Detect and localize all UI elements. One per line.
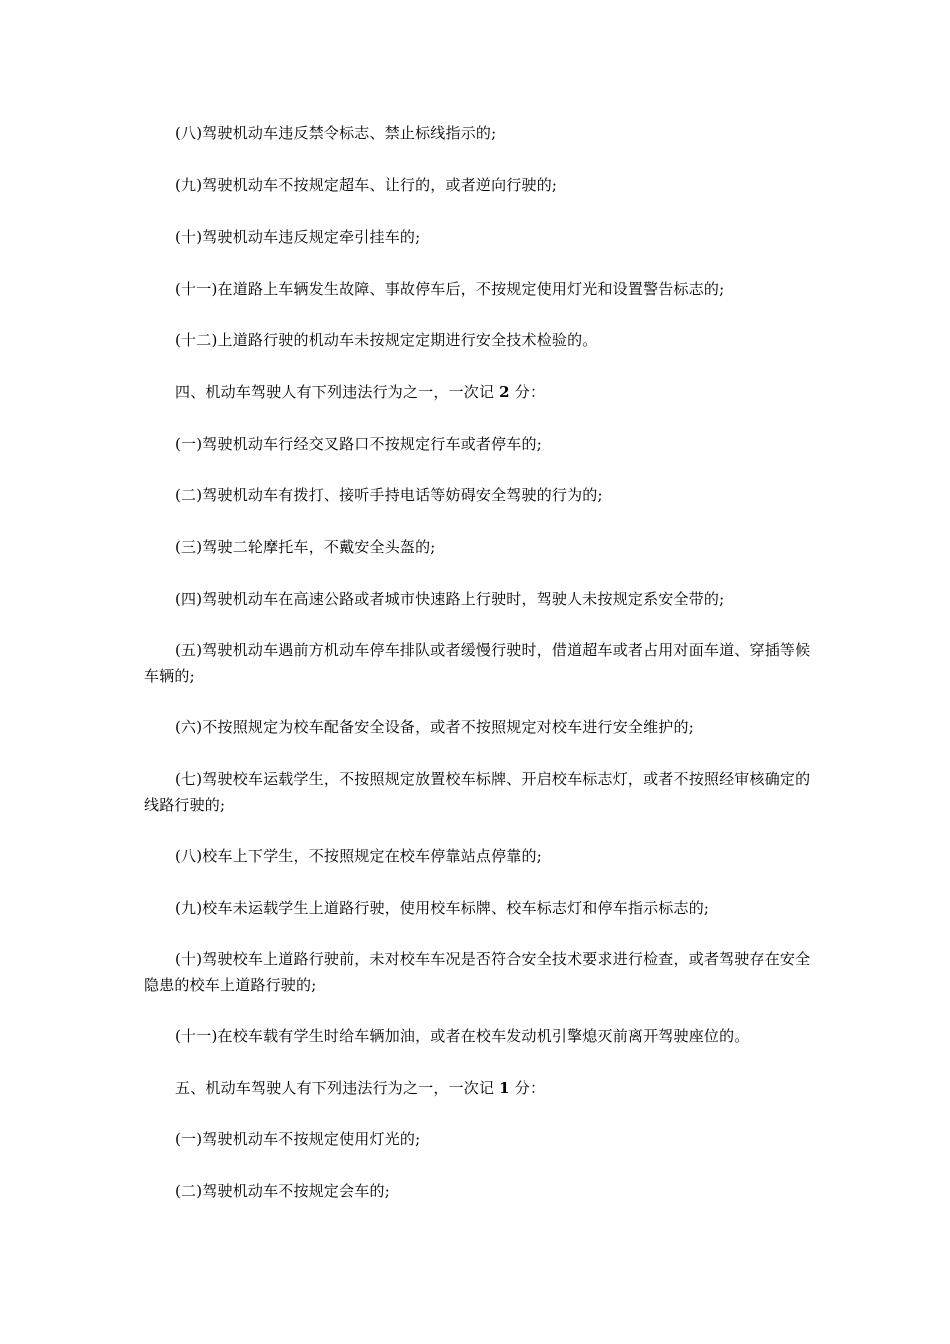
paragraph-item-11-breakdown-signs: (十一)在道路上车辆发生故障、事故停车后，不按规定使用灯光和设置警告标志的; — [175, 280, 725, 298]
paragraph-item-8-prohibition-signs: (八)驾驶机动车违反禁令标志、禁止标线指示的; — [175, 124, 497, 142]
paragraph-item-3-helmet: (三)驾驶二轮摩托车，不戴安全头盔的; — [175, 538, 436, 556]
paragraph-item-10-towing: (十)驾驶机动车违反规定牵引挂车的; — [175, 228, 421, 246]
paragraph-item-2-meeting: (二)驾驶机动车不按规定会车的; — [175, 1182, 390, 1200]
paragraph-item-12-inspection: (十二)上道路行驶的机动车未按规定定期进行安全技术检验的。 — [175, 331, 598, 349]
paragraph-item-9-overtaking: (九)驾驶机动车不按规定超车、让行的，或者逆向行驶的; — [175, 176, 558, 194]
section-five-text-before: 五、机动车驾驶人有下列违法行为之一，一次记 — [175, 1079, 500, 1097]
section-four-text-after: 分： — [509, 383, 546, 401]
section-heading-five — [144, 1075, 812, 1101]
paragraph-item-1-lights: (一)驾驶机动车不按规定使用灯光的; — [175, 1130, 421, 1148]
paragraph-item-11-school-bus-refuel: (十一)在校车载有学生时给车辆加油，或者在校车发动机引擎熄灭前离开驾驶座位的。 — [175, 1027, 750, 1045]
paragraph-item-4-seatbelt: (四)驾驶机动车在高速公路或者城市快速路上行驶时，驾驶人未按规定系安全带的; — [175, 590, 725, 608]
paragraph-item-5-queue-jumping: (五)驾驶机动车遇前方机动车停车排队或者缓慢行驶时，借道超车或者占用对面车道、穿插等候车辆的; — [144, 641, 811, 685]
section-five-points: 1 — [499, 1079, 510, 1097]
section-four-text-before: 四、机动车驾驶人有下列违法行为之一，一次记 — [175, 383, 500, 401]
paragraph-item-8-school-bus-stops: (八)校车上下学生，不按照规定在校车停靠站点停靠的; — [175, 847, 542, 865]
paragraph-item-7-school-bus-route: (七)驾驶校车运载学生，不按照规定放置校车标牌、开启校车标志灯，或者不按照经审核确定的线路行驶的; — [144, 770, 811, 814]
section-four-points: 2 — [499, 383, 510, 401]
paragraph-item-10-school-bus-check: (十)驾驶校车上道路行驶前，未对校车车况是否符合安全技术要求进行检查，或者驾驶存在安全隐患的校车上道路行驶的; — [144, 950, 811, 994]
section-heading-four — [144, 379, 812, 405]
paragraph-item-9-school-bus-signs: (九)校车未运载学生上道路行驶，使用校车标牌、校车标志灯和停车指示标志的; — [175, 899, 710, 917]
paragraph-item-6-school-bus-equipment: (六)不按照规定为校车配备安全设备，或者不按照规定对校车进行安全维护的; — [175, 718, 694, 736]
section-five-text-after: 分： — [509, 1079, 546, 1097]
paragraph-item-1-intersection: (一)驾驶机动车行经交叉路口不按规定行车或者停车的; — [175, 435, 542, 453]
paragraph-item-2-phone: (二)驾驶机动车有拨打、接听手持电话等妨碍安全驾驶的行为的; — [175, 486, 603, 504]
